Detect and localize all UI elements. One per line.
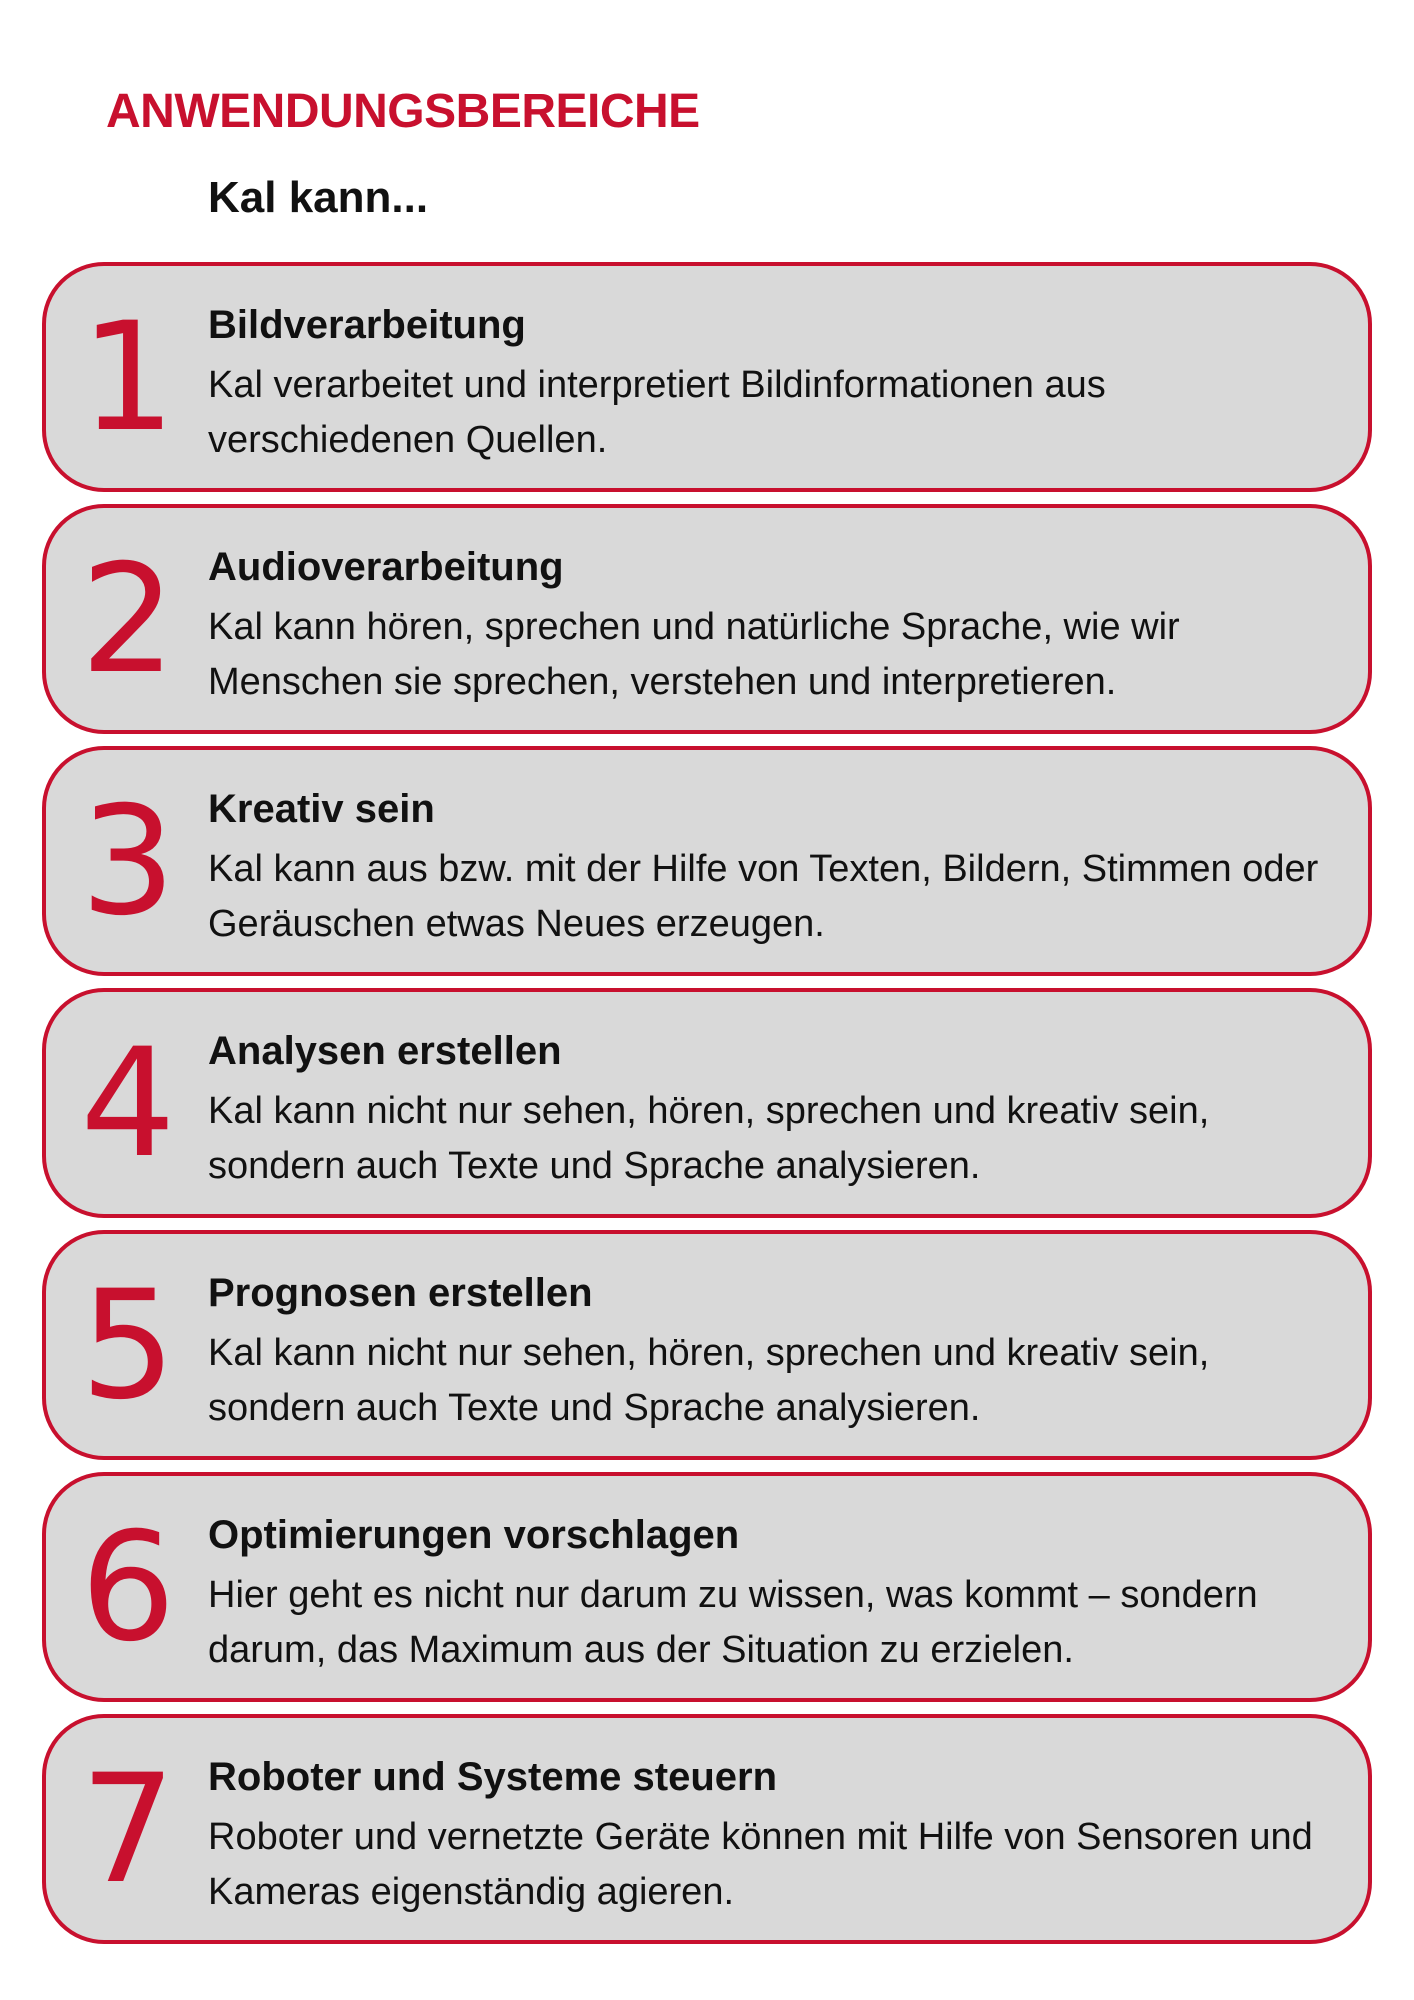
card-number: 1 — [80, 291, 176, 465]
card-title: Audioverarbeitung — [208, 545, 564, 589]
card-title: Roboter und Systeme steuern — [208, 1755, 778, 1799]
page-subheading: Kal kann... — [208, 173, 429, 222]
card-title: Prognosen erstellen — [208, 1271, 593, 1315]
card-body — [208, 1508, 1332, 1678]
use-case-card-5 — [42, 1230, 1372, 1460]
card-number: 2 — [80, 533, 176, 707]
use-case-card-7 — [42, 1714, 1372, 1944]
card-body — [208, 298, 1332, 468]
use-case-card-4 — [42, 988, 1372, 1218]
use-case-card-2 — [42, 504, 1372, 734]
card-body — [208, 1750, 1332, 1920]
use-case-card-6 — [42, 1472, 1372, 1702]
card-description: Kal kann aus bzw. mit der Hilfe von Texten, Bildern, Stimmen oder Geräuschen etwas Neues erzeugen. — [208, 848, 1319, 945]
card-title: Optimierungen vorschlagen — [208, 1513, 740, 1557]
card-description: Kal verarbeitet und interpretiert Bildinformationen aus verschiedenen Quellen. — [208, 364, 1106, 461]
card-title: Kreativ sein — [208, 787, 435, 831]
use-case-card-3 — [42, 746, 1372, 976]
card-title: Bildverarbeitung — [208, 303, 526, 347]
card-description: Kal kann nicht nur sehen, hören, sprechen und kreativ sein, sondern auch Texte und Sprache analysieren. — [208, 1090, 1210, 1187]
card-description: Kal kann hören, sprechen und natürliche Sprache, wie wir Menschen sie sprechen, verstehen und interpretieren. — [208, 606, 1180, 703]
card-number: 6 — [80, 1501, 176, 1675]
card-description: Hier geht es nicht nur darum zu wissen, was kommt – sondern darum, das Maximum aus der Situation zu erzielen. — [208, 1574, 1258, 1671]
card-description: Roboter und vernetzte Geräte können mit Hilfe von Sensoren und Kameras eigenständig agieren. — [208, 1816, 1313, 1913]
card-description: Kal kann nicht nur sehen, hören, sprechen und kreativ sein, sondern auch Texte und Sprache analysieren. — [208, 1332, 1210, 1429]
use-case-list — [42, 262, 1372, 1956]
card-body — [208, 782, 1332, 952]
card-number: 5 — [80, 1259, 176, 1433]
card-body — [208, 1266, 1332, 1436]
card-title: Analysen erstellen — [208, 1029, 562, 1073]
page-heading: ANWENDUNGSBEREICHE — [106, 85, 700, 138]
card-body — [208, 1024, 1332, 1194]
card-number: 4 — [80, 1017, 176, 1191]
card-number: 3 — [80, 775, 176, 949]
card-number: 7 — [80, 1743, 176, 1917]
use-case-card-1 — [42, 262, 1372, 492]
card-body — [208, 540, 1332, 710]
